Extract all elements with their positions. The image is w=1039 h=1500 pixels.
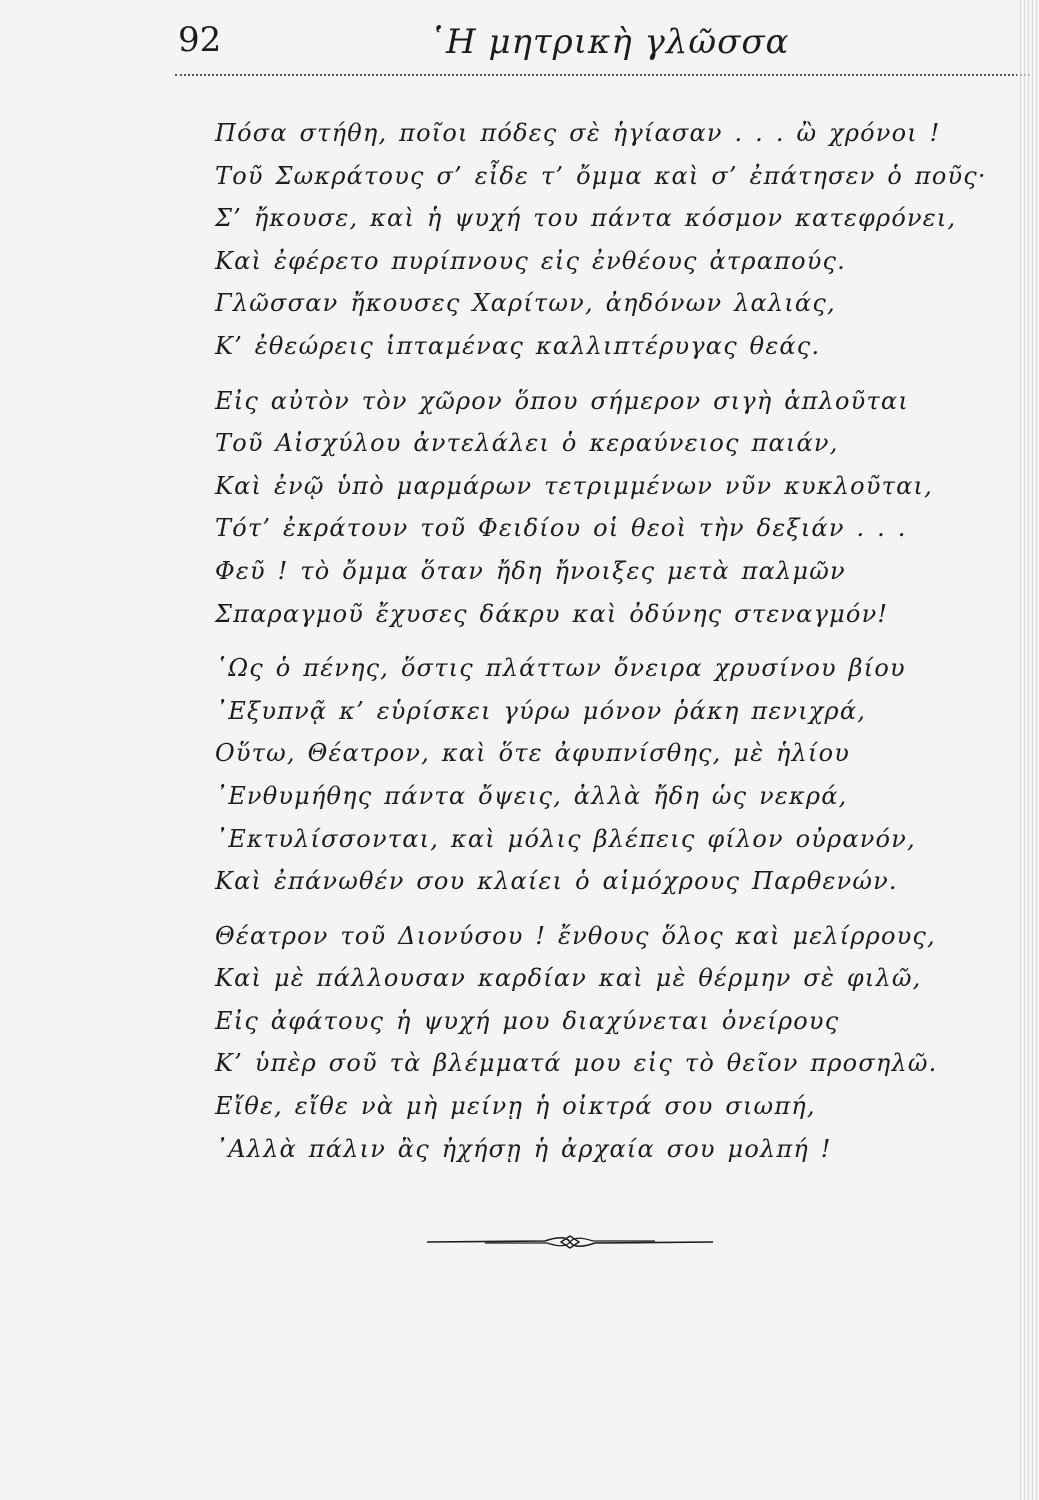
poem [215, 112, 1015, 1182]
poem-line: Οὕτω, Θέατρον, καὶ ὅτε ἀφυπνίσθης, μὲ ἡλίου [215, 739, 851, 768]
stanza-2 [215, 380, 1015, 636]
poem-line: ᾿Ενθυμήθης πάντα ὄψεις, ἀλλὰ ἤδη ὡς νεκρά, [215, 781, 848, 810]
poem-line: Εἴθε, εἴθε νὰ μὴ μείνῃ ἡ οἰκτρά σου σιωπή, [215, 1092, 816, 1121]
stanza-4 [215, 915, 1015, 1171]
poem-line: ῾Ως ὁ πένης, ὅστις πλάττων ὄνειρα χρυσίνου βίου [215, 654, 906, 683]
end-ornament-icon [425, 1232, 715, 1252]
poem-line: Σ’ ἤκουσε, καὶ ἡ ψυχή του πάντα κόσμον κατεφρόνει, [215, 204, 957, 233]
poem-line: ᾿Εκτυλίσσονται, καὶ μόλις βλέπεις φίλον οὐρανόν, [215, 824, 916, 853]
poem-line: Τοῦ Σωκράτους σ’ εἶδε τ’ ὄμμα καὶ σ’ ἐπάτησεν ὁ ποῦς· [215, 161, 987, 190]
poem-line: Γλῶσσαν ἤκουσες Χαρίτων, ἀηδόνων λαλιάς, [215, 289, 836, 318]
poem-line: Τότ’ ἐκράτουν τοῦ Φειδίου οἱ θεοὶ τὴν δεξιάν . . . [215, 514, 907, 543]
poem-line: Θέατρον τοῦ Διονύσου ! ἔνθους ὅλος καὶ μελίρρους, [215, 921, 936, 950]
running-title: ῾Η μητρικὴ γλῶσσα [428, 22, 790, 62]
poem-line: Πόσα στήθη, ποῖοι πόδες σὲ ἡγίασαν . . . ὢ χρόνοι ! [215, 119, 941, 147]
poem-line: ᾿Αλλὰ πάλιν ἂς ἠχήσῃ ἡ ἀρχαία σου μολπή ! [215, 1134, 832, 1163]
poem-line: Καὶ ἐνῷ ὑπὸ μαρμάρων τετριμμένων νῦν κυκλοῦται, [215, 471, 933, 500]
poem-line: Φεῦ ! τὸ ὄμμα ὅταν ἤδη ἤνοιξες μετὰ παλμῶν [215, 556, 846, 585]
poem-line: Καὶ ἐφέρετο πυρίπνους εἰς ἐνθέους ἀτραπούς. [215, 246, 846, 275]
header-rule [175, 74, 1030, 76]
poem-line: ᾿Εξυπνᾷ κ’ εὑρίσκει γύρω μόνον ῥάκη πενιχρά, [215, 696, 867, 725]
page-header [178, 18, 1028, 68]
poem-line: Κ’ ὑπὲρ σοῦ τὰ βλέμματά μου εἰς τὸ θεῖον προσηλῶ. [215, 1049, 938, 1078]
poem-line: Καὶ μὲ πάλλουσαν καρδίαν καὶ μὲ θέρμην σὲ φιλῶ, [215, 964, 922, 993]
stanza-1 [215, 112, 1015, 368]
poem-line: Εἰς αὐτὸν τὸν χῶρον ὅπου σήμερον σιγὴ ἁπλοῦται [215, 386, 909, 415]
poem-line: Καὶ ἐπάνωθέν σου κλαίει ὁ αἱμόχρους Παρθενών. [215, 867, 898, 896]
book-spine-edge [1017, 0, 1039, 1500]
poem-line: Κ’ ἐθεώρεις ἱπταμένας καλλιπτέρυγας θεάς. [215, 331, 821, 360]
poem-line: Σπαραγμοῦ ἔχυσες δάκρυ καὶ ὀδύνης στεναγμόν! [215, 599, 889, 628]
page-number: 92 [178, 20, 222, 60]
poem-line: Εἰς ἀφάτους ἡ ψυχή μου διαχύνεται ὀνείρους [215, 1006, 840, 1035]
stanza-3 [215, 647, 1015, 903]
poem-line: Τοῦ Αἰσχύλου ἀντελάλει ὁ κεραύνειος παιάν, [215, 429, 839, 458]
